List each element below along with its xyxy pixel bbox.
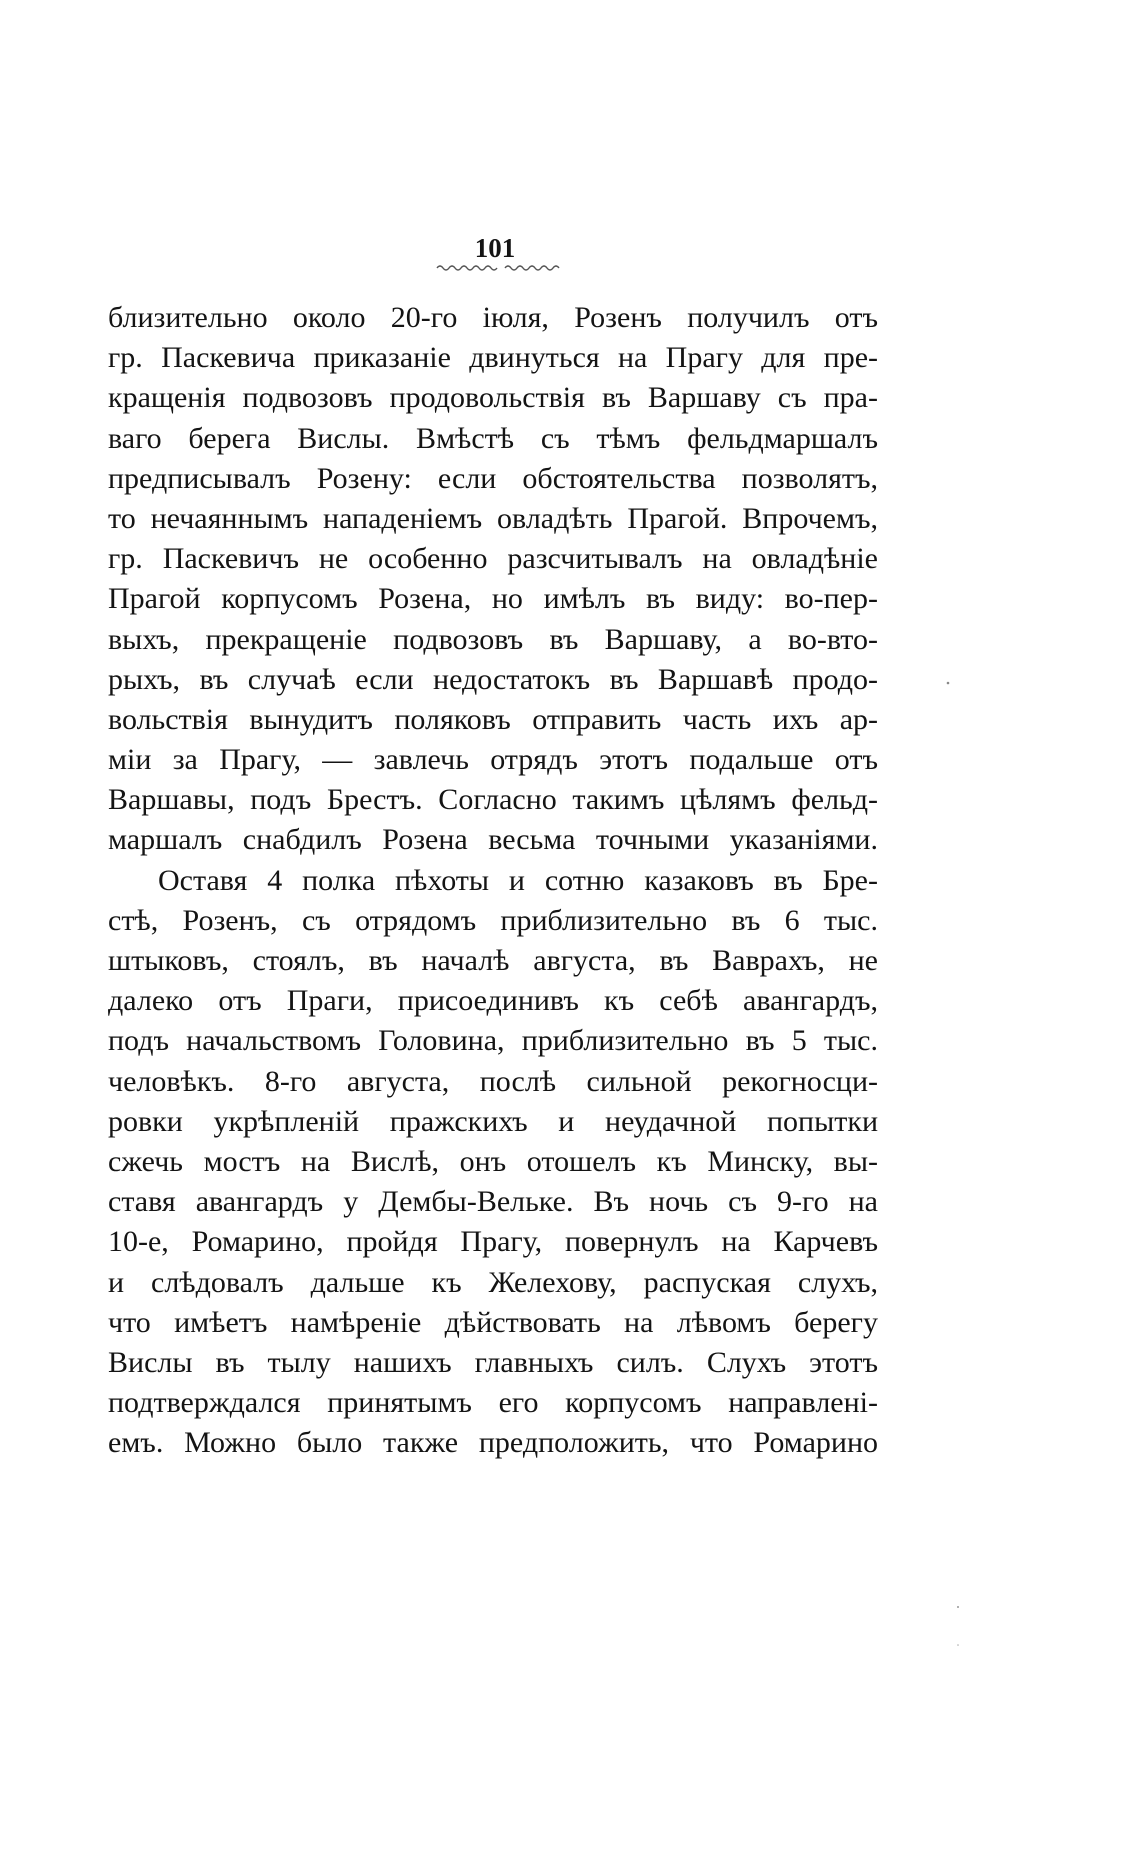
text-line: подъ начальствомъ Головина, приблизительно въ 5 тыс. [108,1024,878,1058]
text-line: штыковъ, стоялъ, въ началѣ августа, въ Ваврахъ, не [108,944,878,977]
text-line: 10-е, Ромарино, пройдя Прагу, повернулъ на Карчевъ [108,1225,878,1259]
text-line: Вислы въ тылу нашихъ главныхъ силъ. Слухъ этотъ [108,1345,878,1379]
text-line: что имѣетъ намѣреніе дѣйствовать на лѣвомъ берегу [108,1305,878,1339]
text-line: стѣ, Розенъ, съ отрядомъ приблизительно въ 6 тыс. [108,903,878,937]
text-line: ровки укрѣпленій пражскихъ и неудачной попытки [108,1104,878,1138]
text-line: емъ. Можно было также предположить, что Ромарино [108,1426,878,1460]
text-line: вольствія вынудитъ поляковъ отправить часть ихъ ар- [108,702,878,736]
text-line: предписывалъ Розену: если обстоятельства позволятъ, [108,461,878,495]
text-line: гр. Паскевичъ не особенно разсчитывалъ на овладѣніе [108,542,878,576]
text-line: маршалъ снабдилъ Розена весьма точными указаніями. [108,823,878,857]
ornament-divider [435,263,565,273]
text-line: Варшавы, подъ Брестъ. Согласно такимъ цѣлямъ фельд- [108,783,878,817]
text-line: міи за Прагу, — завлечь отрядъ этотъ подальше отъ [108,743,878,777]
text-line: выхъ, прекращеніе подвозовъ въ Варшаву, а во-вто- [108,622,878,656]
text-line: гр. Паскевича приказаніе двинуться на Прагу для пре- [108,341,878,375]
text-line: кращенія подвозовъ продовольствія въ Варшаву съ пра- [108,381,878,415]
text-line: ваго берега Вислы. Вмѣстѣ съ тѣмъ фельдмаршалъ [108,421,878,455]
text-line: ставя авангардъ у Дембы-Вельке. Въ ночь съ 9-го на [108,1185,878,1219]
text-line: человѣкъ. 8-го августа, послѣ сильной рекогносци- [108,1064,878,1098]
text-line: Оставя 4 полка пѣхоты и сотню казаковъ въ Бре- [158,863,878,897]
page-number: 101 [474,233,516,263]
text-line: то нечаяннымъ нападеніемъ овладѣть Прагой. Впрочемъ, [108,501,878,535]
text-line: и слѣдовалъ дальше къ Желехову, распуская слухъ, [108,1265,878,1299]
body-text [108,298,878,1463]
text-line: подтверждался принятымъ его корпусомъ направлені- [108,1386,878,1420]
text-line: Прагой корпусомъ Розена, но имѣлъ въ виду: во-пер- [108,582,878,616]
text-line: близительно около 20-го іюля, Розенъ получилъ отъ [108,301,878,334]
text-line: сжечь мостъ на Вислѣ, онъ отошелъ къ Минску, вы- [108,1144,878,1178]
text-line: далеко отъ Праги, присоединивъ къ себѣ авангардъ, [108,984,878,1018]
text-line: рыхъ, въ случаѣ если недостатокъ въ Варшавѣ продо- [108,662,878,696]
